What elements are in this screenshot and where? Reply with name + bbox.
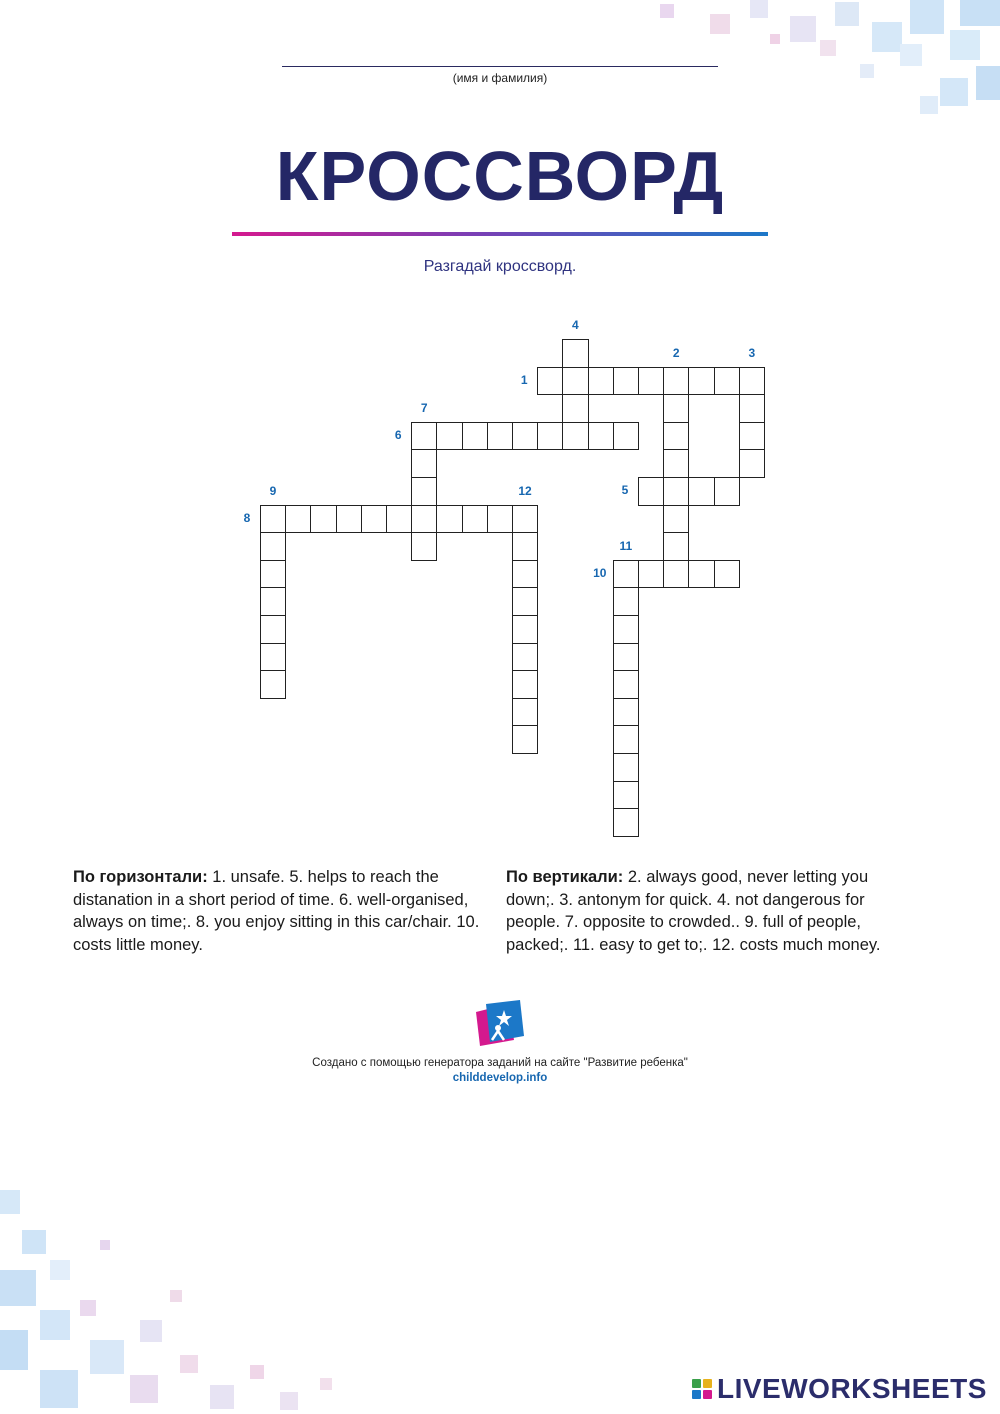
crossword-cell[interactable] [512,560,538,589]
liveworksheets-wordmark: LIVEWORKSHEETS [717,1373,987,1404]
crossword-cell[interactable] [562,394,588,423]
down-clue-text: 2. always good, never letting you down;. 3. antonym for quick. 4. not dangerous for people. 7. opposite to crowded.. 9. full of people, packed;. 11. easy to get to;. 12. costs much money. [506,868,881,954]
crossword-cell[interactable] [487,422,513,451]
crossword-cell[interactable] [562,422,588,451]
crossword-cell[interactable] [336,505,362,534]
crossword-cell[interactable] [512,422,538,451]
crossword-cell[interactable] [688,560,714,589]
crossword-cell[interactable] [613,615,639,644]
page-title: КРОССВОРД [275,137,725,215]
down-clues [506,866,906,956]
clue-number-9: 9 [269,483,277,498]
crossword-cell[interactable] [462,505,488,534]
crossword-cell[interactable] [613,753,639,782]
crossword-cell[interactable] [537,422,563,451]
top-right-mosaic-decoration [640,0,1000,130]
clue-number-8: 8 [243,510,251,525]
crossword-cell[interactable] [663,505,689,534]
crossword-cell[interactable] [411,449,437,478]
crossword-cell[interactable] [512,670,538,699]
crossword-cell[interactable] [260,560,286,589]
crossword-cell[interactable] [361,505,387,534]
crossword-cell[interactable] [613,643,639,672]
crossword-cell[interactable] [663,367,689,396]
crossword-cell[interactable] [310,505,336,534]
bottom-left-mosaic-decoration [0,1180,420,1414]
clue-number-11: 11 [619,538,633,553]
crossword-cell[interactable] [739,394,765,423]
liveworksheets-badge-icon [692,1379,712,1399]
clue-number-6: 6 [394,427,402,442]
crossword-cell[interactable] [638,367,664,396]
crossword-cell[interactable] [487,505,513,534]
crossword-cell[interactable] [260,532,286,561]
crossword-cell[interactable] [663,422,689,451]
clue-number-2: 2 [672,345,680,360]
crossword-cell[interactable] [613,808,639,837]
crossword-cell[interactable] [613,422,639,451]
crossword-cell[interactable] [714,560,740,589]
instructions: Разгадай кроссворд. [423,258,577,275]
crossword-cell[interactable] [663,449,689,478]
crossword-cell[interactable] [512,725,538,754]
crossword-cell[interactable] [260,643,286,672]
across-clue-text: 1. unsafe. 5. helps to reach the distanation in a short period of time. 6. well-organised, always on time;. 8. you enjoy sitting in this car/chair. 10. costs little money. [73,868,480,954]
crossword-cell[interactable] [436,422,462,451]
crossword-cell[interactable] [411,532,437,561]
liveworksheets-brand[interactable] [692,1374,987,1404]
crossword-cell[interactable] [512,615,538,644]
crossword-cell[interactable] [613,587,639,616]
clue-number-5: 5 [621,483,629,497]
crossword-cell[interactable] [411,505,437,534]
crossword-cell[interactable] [512,532,538,561]
crossword-cell[interactable] [688,477,714,506]
crossword-cell[interactable] [739,367,765,396]
crossword-cell[interactable] [613,670,639,699]
crossword-cell[interactable] [638,560,664,589]
footer-credit: Создано с помощью генератора заданий на сайте "Развитие ребенка" [312,1057,688,1069]
crossword-cell[interactable] [613,725,639,754]
crossword-cell[interactable] [638,477,664,506]
name-caption: (имя и фамилия) [452,71,548,85]
crossword-cell[interactable] [462,422,488,451]
crossword-cell[interactable] [613,367,639,396]
crossword-cell[interactable] [512,698,538,727]
star-figure-logo-icon [474,1000,526,1048]
crossword-cell[interactable] [613,781,639,810]
crossword-cell[interactable] [260,615,286,644]
crossword-cell[interactable] [411,422,437,451]
crossword-cell[interactable] [739,422,765,451]
clue-number-3: 3 [748,345,756,360]
clue-number-10: 10 [593,565,607,580]
crossword-cell[interactable] [663,477,689,506]
clue-number-7: 7 [420,400,428,415]
clue-number-12: 12 [518,483,532,498]
crossword-cell[interactable] [663,394,689,423]
crossword-cell[interactable] [613,560,639,589]
crossword-cell[interactable] [285,505,311,534]
clue-number-4: 4 [572,318,579,332]
crossword-cell[interactable] [537,367,563,396]
crossword-cell[interactable] [588,367,614,396]
crossword-cell[interactable] [260,587,286,616]
crossword-cell[interactable] [714,477,740,506]
crossword-cell[interactable] [739,449,765,478]
crossword-cell[interactable] [260,670,286,699]
crossword-cell[interactable] [512,643,538,672]
crossword-cell[interactable] [512,505,538,534]
down-heading: По вертикали: [506,868,624,886]
clue-number-1: 1 [520,372,528,387]
across-clues [73,866,493,956]
crossword-cell[interactable] [512,587,538,616]
crossword-cell[interactable] [663,560,689,589]
crossword-cell[interactable] [386,505,412,534]
crossword-cell[interactable] [260,505,286,534]
crossword-cell[interactable] [436,505,462,534]
across-heading: По горизонтали: [73,868,208,886]
crossword-cell[interactable] [588,422,614,451]
crossword-cell[interactable] [411,477,437,506]
footer-site-link[interactable]: childdevelop.info [452,1072,548,1084]
crossword-cell[interactable] [562,339,588,368]
crossword-cell[interactable] [663,532,689,561]
crossword-cell[interactable] [562,367,588,396]
crossword-cell[interactable] [714,367,740,396]
crossword-cell[interactable] [688,367,714,396]
crossword-cell[interactable] [613,698,639,727]
name-input-line[interactable] [282,66,718,67]
title-underline [232,232,768,236]
